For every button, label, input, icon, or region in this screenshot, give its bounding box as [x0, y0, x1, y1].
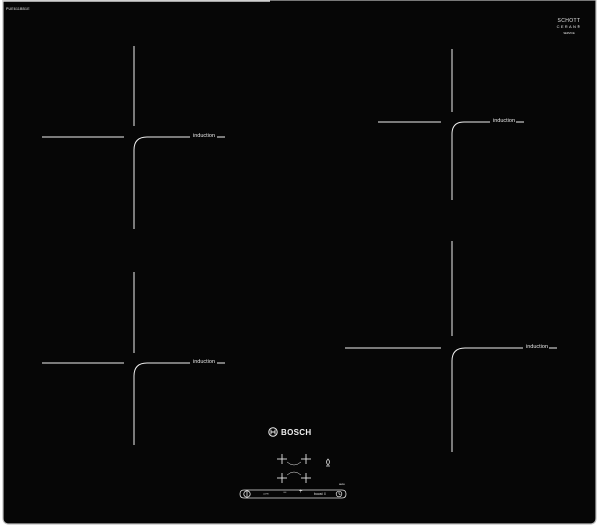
zone-label-bottom-right: induction — [526, 344, 549, 350]
boost-button[interactable] — [314, 492, 326, 496]
schott-logo-line1: SCHOTT — [557, 18, 581, 24]
schott-ceran-logo — [552, 18, 586, 35]
schott-logo-line2: CERAN® — [556, 24, 582, 29]
zone-label-bottom-left: induction — [193, 359, 216, 365]
brand-name: BOSCH — [281, 427, 312, 437]
child-lock-icon: ○⊶ — [263, 492, 269, 496]
model-number: PUE611BB1E — [6, 7, 30, 11]
auto-label: auto — [339, 482, 345, 486]
plus-button[interactable]: + — [299, 489, 303, 495]
boost-label: boost — [314, 492, 323, 496]
bosch-logo — [268, 427, 311, 437]
bosch-armature-icon — [268, 427, 278, 437]
child-lock-button[interactable] — [263, 492, 269, 496]
zone-label-top-right: induction — [493, 118, 516, 124]
minus-button[interactable]: − — [283, 490, 287, 496]
boost-icon: ↥ — [323, 492, 327, 496]
service-label: SERVICE — [563, 32, 575, 35]
zone-label-top-left: induction — [193, 133, 216, 139]
